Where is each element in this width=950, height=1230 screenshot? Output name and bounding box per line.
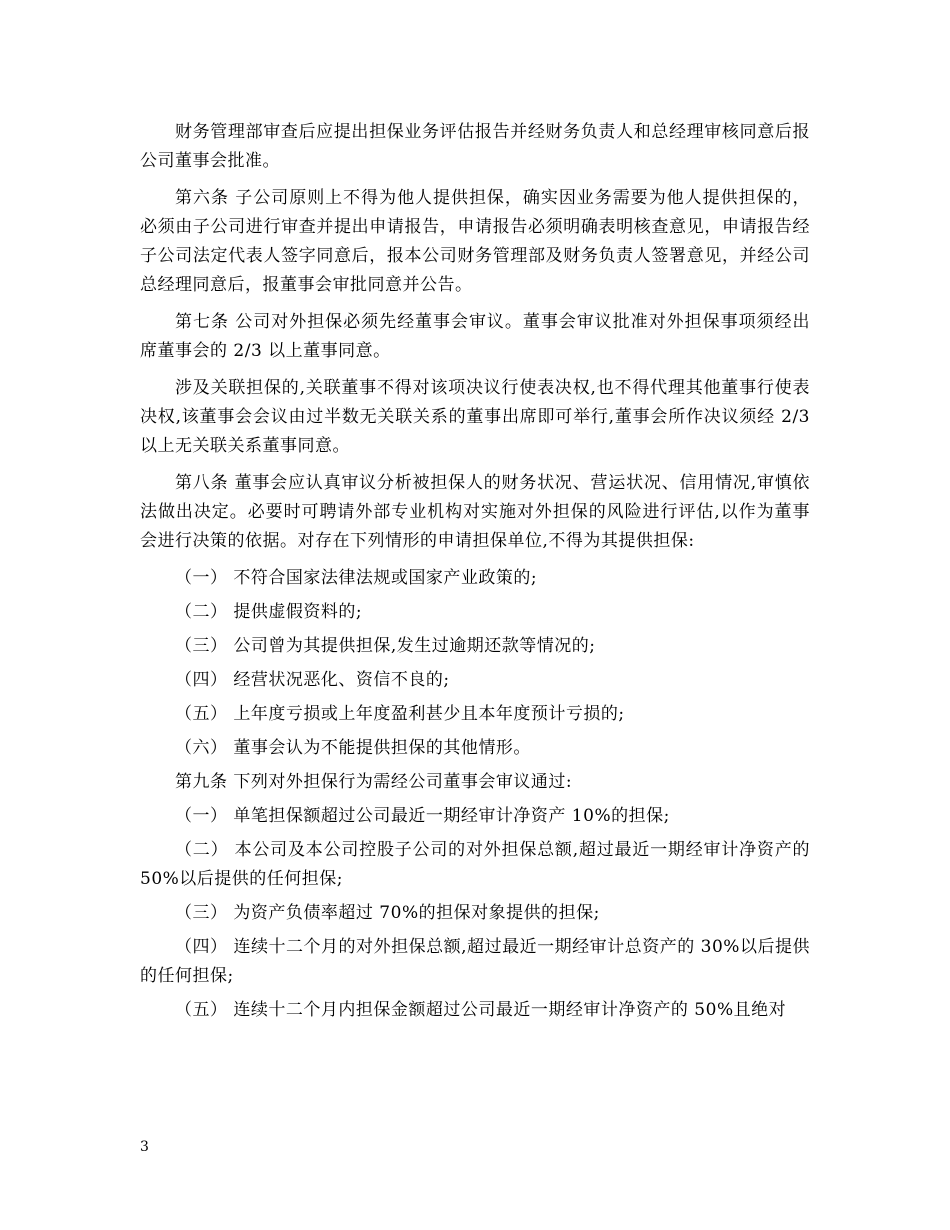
list-item: （一） 单笔担保额超过公司最近一期经审计净资产 10%的担保; [175, 806, 670, 826]
article-9-paragraph: 第九条 下列对外担保行为需经公司董事会审议通过: [175, 772, 573, 792]
related-guarantee-paragraph: 涉及关联担保的,关联董事不得对该项决议行使表决权,也不得代理其他董事行使表决权,该董事会会议由过半数无关联关系的董事出席即可举行,董事会所作决议须经 2/3 以上无关联关系董事同意。 [140, 378, 810, 456]
list-item: （二） 本公司及本公司控股子公司的对外担保总额,超过最近一期经审计净资产的 50%以后提供的任何担保; [140, 840, 810, 889]
list-item: （四） 经营状况恶化、资信不良的; [175, 670, 450, 690]
list-item: （六） 董事会认为不能提供担保的其他情形。 [175, 738, 531, 758]
list-item: （三） 公司曾为其提供担保,发生过逾期还款等情况的; [175, 636, 596, 656]
document-body [140, 118, 810, 1030]
list-item: （五） 连续十二个月内担保金额超过公司最近一期经审计净资产的 50%且绝对 [175, 1000, 787, 1020]
article-7-paragraph: 第七条 公司对外担保必须先经董事会审议。董事会审议批准对外担保事项须经出席董事会的 2/3 以上董事同意。 [140, 312, 810, 361]
list-item: （二） 提供虚假资料的; [175, 602, 363, 622]
list-item: （三） 为资产负债率超过 70%的担保对象提供的担保; [175, 903, 600, 923]
article-8-paragraph: 第八条 董事会应认真审议分析被担保人的财务状况、营运状况、信用情况,审慎依法做出决定。必要时可聘请外部专业机构对实施对外担保的风险进行评估,以作为董事会进行决策的依据。对存在下列情形的申请担保单位,不得为其提供担保: [140, 473, 810, 551]
article-6-paragraph: 第六条 子公司原则上不得为他人提供担保，确实因业务需要为他人提供担保的，必须由子公司进行审查并提出申请报告，申请报告必须明确表明核查意见，申请报告经子公司法定代表人签字同意后，报本公司财务管理部及财务负责人签署意见，并经公司总经理同意后，报董事会审批同意并公告。 [140, 188, 810, 295]
list-item: （五） 上年度亏损或上年度盈利甚少且本年度预计亏损的; [175, 704, 625, 724]
list-item: （一） 不符合国家法律法规或国家产业政策的; [175, 568, 538, 588]
list-item: （四） 连续十二个月的对外担保总额,超过最近一期经审计总资产的 30%以后提供的任何担保; [140, 937, 810, 986]
page-number: 3 [140, 1139, 149, 1155]
paragraph: 财务管理部审查后应提出担保业务评估报告并经财务负责人和总经理审核同意后报公司董事会批准。 [140, 122, 810, 171]
